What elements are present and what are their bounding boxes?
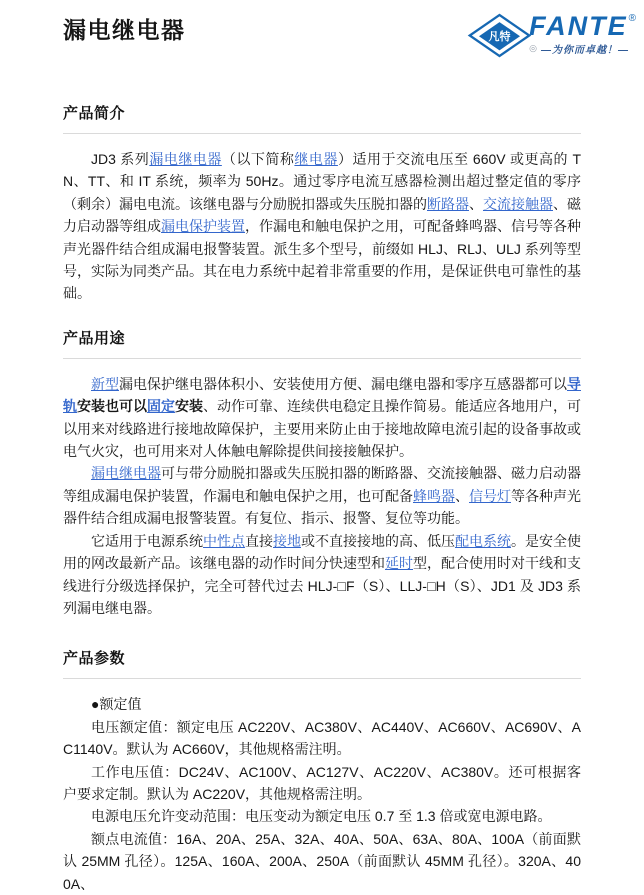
text-run: 型，配合使用时对干线和支线进行分级选择保护，完全可替代过去 HLJ-□F（S）、LLJ-□H（S）、JD1 及 JD3 系列漏电继电器。 [63, 555, 581, 616]
inline-link[interactable]: 固定 [147, 398, 175, 415]
section-heading: 产品简介 [63, 105, 126, 122]
inline-link[interactable]: 漏电继电器 [91, 465, 161, 482]
text-run: ）适用于交流电压至 660V 或更高的 TN、TT、和 IT 系统，频率为 50Hz。通过零序电流互感器检测出超过整定值的零序（剩余）漏电电流。该继电器与分励脱扣器或失压脱扣器的 [63, 151, 581, 212]
brand-logo [476, 12, 636, 58]
text-run: 、 [469, 195, 483, 212]
section-heading: 产品用途 [63, 329, 126, 347]
section-heading: 产品参数 [63, 650, 126, 668]
inline-link[interactable]: 新型 [91, 375, 119, 392]
text-run: 、 [455, 487, 469, 504]
section-product-intro [63, 104, 581, 305]
page-title: 漏电继电器 [63, 17, 186, 43]
inline-link[interactable]: 漏电保护装置 [161, 218, 245, 235]
text-run: 它适用于电源系统 [91, 532, 203, 549]
section-divider [63, 133, 581, 134]
text-run: 电压额定值：额定电压 AC220V、AC380V、AC440V、AC660V、AC690V、AC1140V。默认为 AC660V，其他规格需注明。 [63, 718, 581, 758]
inline-link[interactable]: 信号灯 [469, 487, 511, 504]
inline-link[interactable]: 断路器 [427, 195, 469, 212]
brand-slogan: —为你而卓越！— [540, 45, 629, 56]
inline-link[interactable]: 交流接触器 [483, 195, 553, 212]
paragraph [63, 761, 581, 806]
brand-slogan-row [529, 41, 636, 56]
section-product-usage [63, 329, 581, 619]
text-run: ，作漏电和触电保护之用，可配备蜂鸣器、信号等各种声光器件结合组成漏电报警装置。派生多个型号，前缀如 HLJ、RLJ、ULJ 系列等型号，实际为同类产品。其在电力系统中起着非常重要的作用，是保证供电可靠性的基础。 [63, 218, 581, 302]
text-run: 漏电保护继电器体积小、安装使用方便、漏电继电器和零序互感器都可以 [119, 375, 567, 392]
text-run: 额点电流值：16A、20A、25A、32A、40A、50A、63A、80A、100A（前面默认 25MM 孔径）。125A、160A、200A、250A（前面默认 45MM 孔径）。320A、400A、 [63, 830, 581, 892]
paragraph [63, 716, 581, 761]
brand-wordmark: FANTE [529, 11, 628, 41]
section-divider [63, 358, 581, 359]
text-run: 或不直接接地的高、低压 [301, 532, 455, 549]
emphasis-text: 安装 [175, 398, 203, 415]
text-run: 工作电压值：DC24V、AC100V、AC127V、AC220V、AC380V。还可根据客户要求定制。默认为 AC220V，其他规格需注明。 [63, 763, 581, 802]
paragraph [63, 373, 581, 463]
inline-link[interactable]: 漏电继电器 [149, 151, 222, 167]
paragraph [63, 530, 581, 620]
text-run: 直接 [245, 532, 273, 549]
diamond-fill [479, 21, 520, 49]
text-run: 、动作可靠、连续供电稳定且操作简易。能适应各地用户，可以用来对线路进行接地故障保护，主要用来防止由于接地故障电流引起的设备事故或电气火灾，也可用来对人体触电解除提供间接接触保护。 [63, 398, 581, 460]
text-run: 可与带分励脱扣器或失压脱扣器的断路器、交流接触器、磁力启动器等组成漏电保护装置，作漏电和触电保护之用，也可配备 [63, 465, 581, 504]
emphasis-text: 安装也可以 [77, 398, 147, 415]
text-run: （以下简称 [221, 151, 295, 167]
text-run: ●额定值 [91, 696, 142, 713]
brand-wordmark-row [529, 11, 636, 41]
paragraph [63, 828, 581, 895]
text-run: 、磁力启动器等组成 [63, 195, 581, 235]
text-run: 电源电压允许变动范围：电压变动为额定电压 0.7 至 1.3 倍或宽电源电路。 [91, 808, 552, 825]
brand-block [529, 11, 636, 56]
text-run: JD3 系列 [91, 151, 150, 167]
inline-link[interactable]: 继电器 [294, 151, 338, 167]
inline-link[interactable]: 接地 [273, 532, 301, 549]
brand-badge-text: 凡特 [488, 30, 511, 42]
text-run: 。是安全使用的网改最新产品。该继电器的动作时间分快速型和 [63, 532, 581, 572]
paragraph [63, 148, 581, 305]
paragraph [63, 805, 581, 827]
registered-trademark-icon: ® [628, 13, 636, 24]
inline-link[interactable]: 配电系统 [455, 532, 511, 549]
brand-diamond-icon [477, 20, 522, 51]
content [63, 104, 581, 895]
diamond-outline [468, 13, 532, 57]
text-run: 等各种声光器件结合组成漏电报警装置。有复位、指示、报警、复位等功能。 [63, 487, 581, 527]
paragraph [63, 693, 581, 715]
section-product-params [63, 649, 581, 895]
inline-link[interactable]: 蜂鸣器 [413, 487, 455, 504]
gear-icon: ◎ [529, 43, 537, 53]
inline-link[interactable]: 中性点 [203, 532, 245, 549]
inline-link[interactable]: 延时 [385, 555, 413, 572]
paragraph [63, 462, 581, 529]
inline-link[interactable]: 导轨 [63, 375, 581, 415]
section-divider [63, 678, 581, 679]
